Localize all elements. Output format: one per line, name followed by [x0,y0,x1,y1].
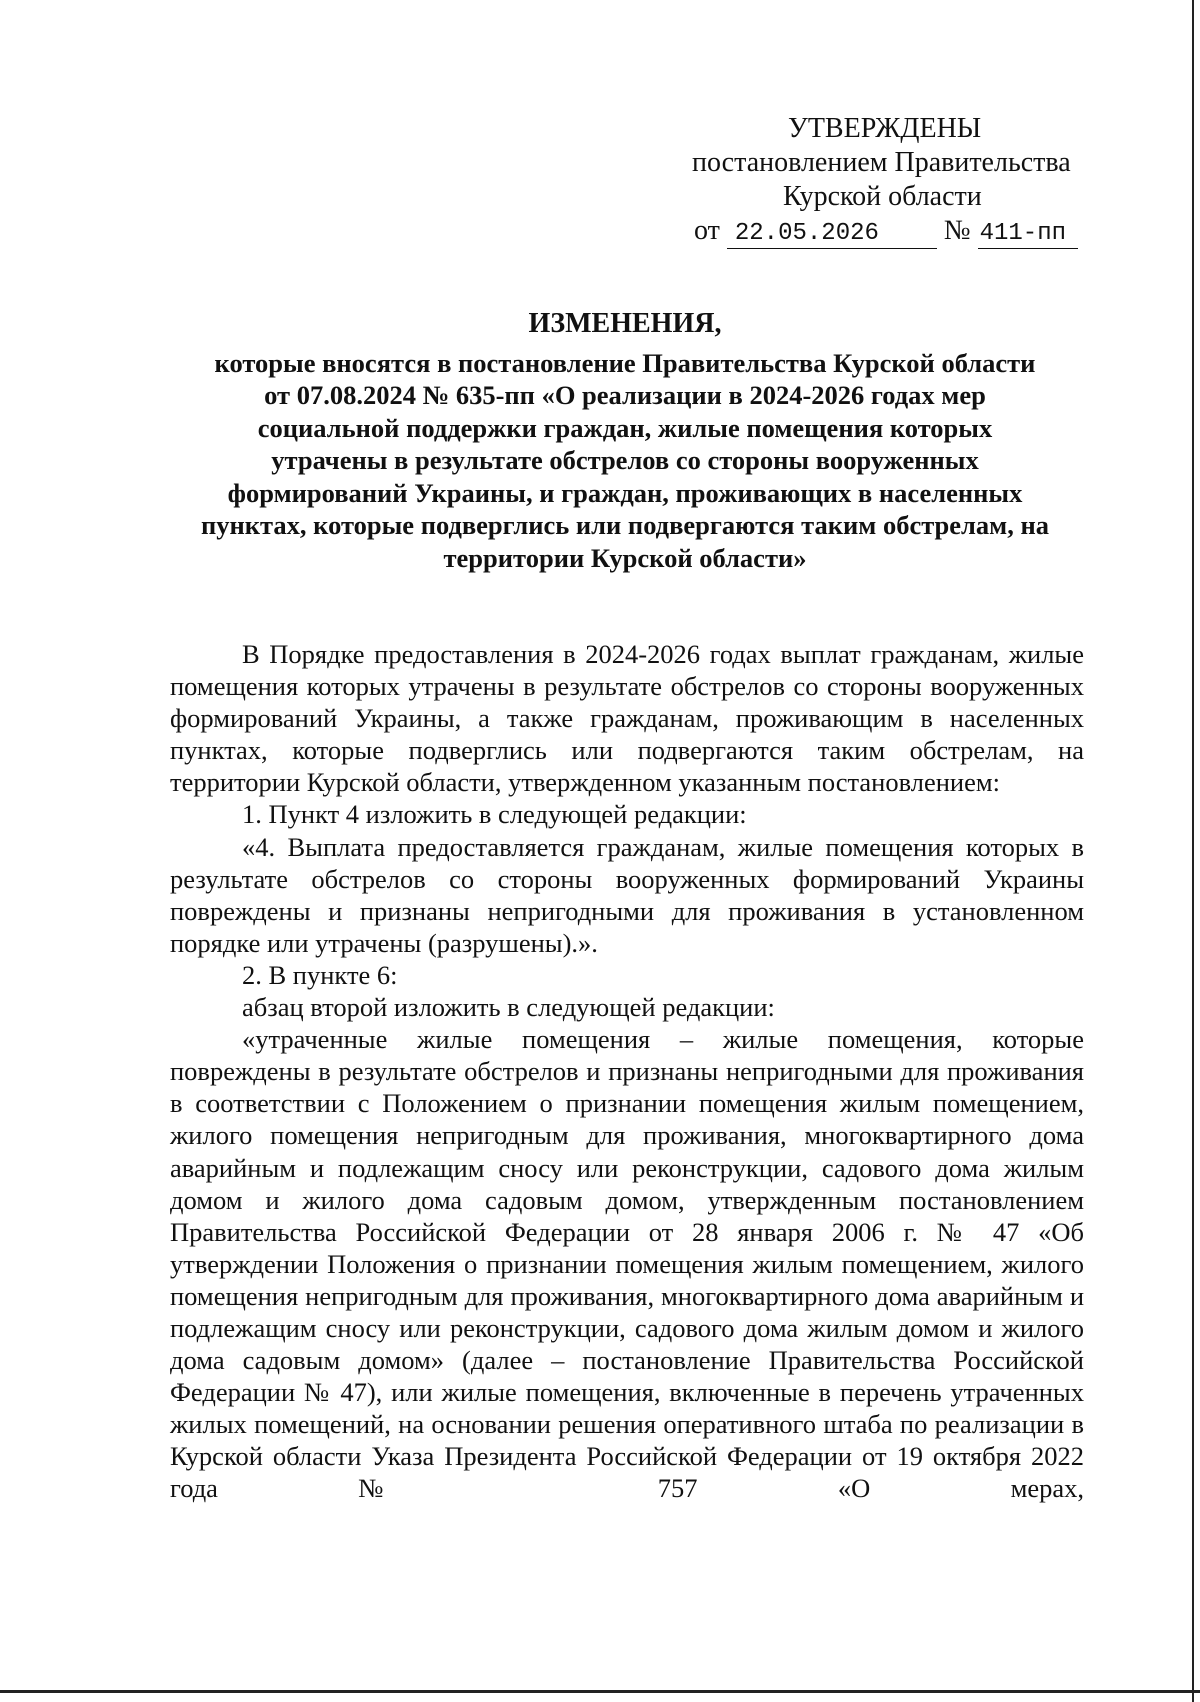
approval-region-line: Курской области [783,181,982,212]
document-body [170,638,1084,1505]
approval-date-number-line [690,214,1090,249]
heading-line: которые вносятся в постановление Правительства Курской области [214,347,1036,378]
approval-number: 411-пп [978,220,1078,249]
approval-number-label: № [943,215,971,246]
document-heading [165,308,1085,574]
heading-title: ИЗМЕНЕНИЯ, [528,308,722,339]
scan-edge-bottom [0,1690,1200,1693]
approval-block [690,112,1090,249]
body-paragraph-subparagraph: абзац второй изложить в следующей редакции: [242,992,775,1023]
scan-edge-right [1192,0,1194,1702]
body-paragraph-item-2: 2. В пункте 6: [242,959,398,990]
heading-line: утрачены в результате обстрелов со стороны вооруженных [271,445,979,475]
approval-date: 22.05.2026 [727,220,937,249]
heading-line: пунктах, которые подверглись или подвергаются таким обстрелам, на [201,510,1049,540]
body-paragraph-item-1: 1. Пункт 4 изложить в следующей редакции: [242,799,747,830]
approval-from-label: от [694,215,720,246]
body-paragraph-intro: В Порядке предоставления в 2024-2026 годах выплат гражданам, жилые помещения которых утрачены в результате обстрелов со стороны вооруженных формирований Украины, а также гражданам, проживающим в населенных пунктах, которые подверглись или подвергаются таким обстрелам, на территории Курской области, утвержденном указанным постановлением: [170,639,1084,798]
body-paragraph-item-4-text: «4. Выплата предоставляется гражданам, жилые помещения которых в результате обстрелов со стороны вооруженных формирований Украины повреждены и признаны непригодными для проживания в установленном порядке или утрачены (разрушены).». [170,831,1084,958]
heading-line: территории Курской области» [443,542,807,573]
heading-line: социальной поддержки граждан, жилые помещения которых [257,412,993,443]
body-paragraph-definition: «утраченные жилые помещения – жилые помещения, которые повреждены в результате обстрелов и признаны непригодными для проживания в соответствии с Положением о признании помещения жилым помещением, жилого помещения непригодным для проживания, многоквартирного дома аварийным и подлежащим сносу или реконструкции, садового дома жилым домом и жилого дома садовым домом, утвержденным постановлением Правительства Российской Федерации от 28 января 2006 г. № 47 «Об утверждении Положения о признании помещения жилым помещением, жилого помещения непригодным для проживания, многоквартирного дома аварийным и подлежащим сносу или реконструкции, садового дома жилым домом и жилого дома садовым домом» (далее – постановление Правительства Российской Федерации № 47), или жилые помещения, включенные в перечень утраченных жилых помещений, на основании решения оперативного штаба по реализации в Курской области Указа Президента Российской Федерации от 19 октября 2022 года № 757 «О мерах, [170,1024,1084,1504]
heading-line: формирований Украины, и граждан, проживающих в населенных [227,477,1023,508]
approval-issuer-line: постановлением Правительства [692,147,1071,178]
approval-title: УТВЕРЖДЕНЫ [788,113,982,144]
heading-line: от 07.08.2024 № 635-пп «О реализации в 2024-2026 годах мер [264,380,986,410]
